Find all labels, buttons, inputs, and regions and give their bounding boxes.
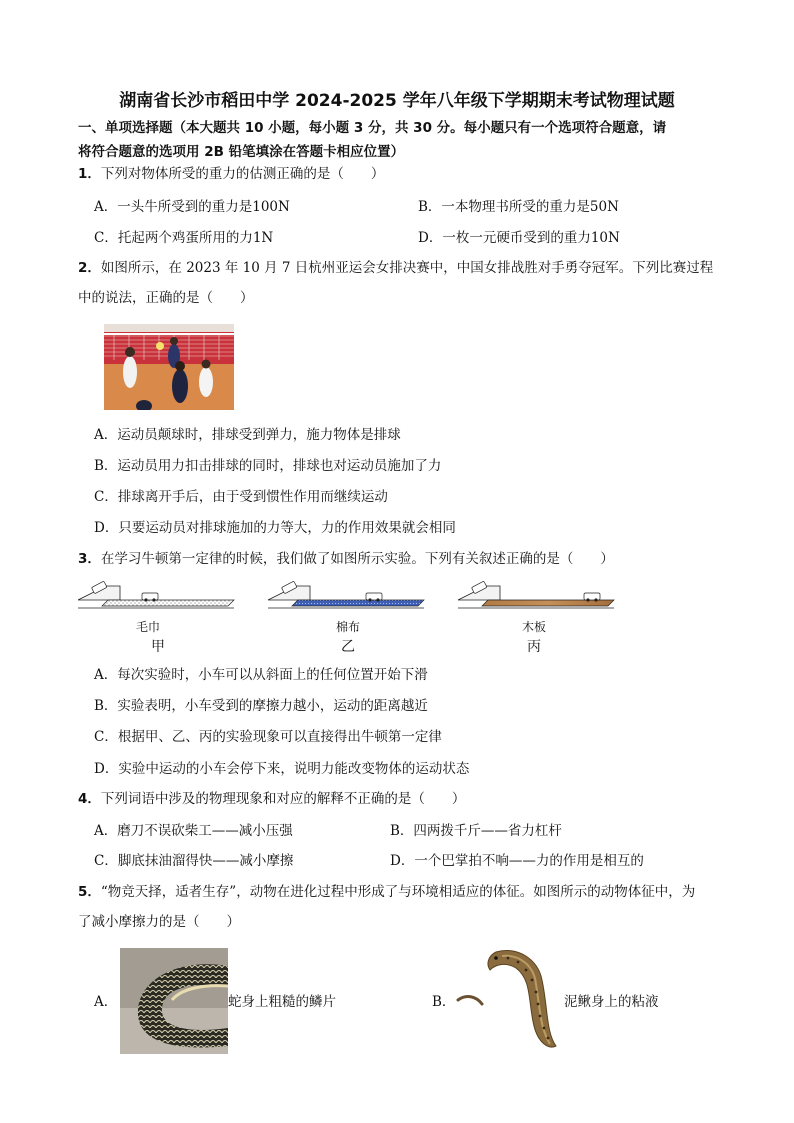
q1-option-b: B．一本物理书所受的重力是50N: [418, 199, 619, 215]
label-cotton: 棉布: [335, 620, 360, 634]
question-stem-line2: 了减小摩擦力的是（ ）: [78, 914, 240, 930]
setup-wood: [458, 581, 614, 608]
q5-option-b: B．: [432, 994, 456, 1010]
q2-option-b: B．运动员用力扣击排球的同时，排球也对运动员施加了力: [94, 458, 442, 474]
q5-option-a: A．: [94, 994, 118, 1010]
question-stem-line2: 中的说法，正确的是（ ）: [78, 290, 254, 306]
section-heading-line2: 将符合题意的选项用 2B 铅笔填涂在答题卡相应位置）: [78, 144, 405, 160]
q4-option-b: B．四两拨千斤——省力杠杆: [390, 823, 562, 839]
question-5: [78, 877, 768, 937]
q3-option-c: C．根据甲、乙、丙的实验现象可以直接得出牛顿第一定律: [94, 729, 442, 745]
question-number: 4．: [78, 791, 101, 807]
incline-experiment-figure: [78, 578, 618, 620]
question-3: [78, 544, 768, 574]
label-wood: 木板: [521, 620, 546, 634]
q2-option-a: A．运动员颠球时，排球受到弹力，施力物体是排球: [94, 427, 401, 443]
label-yi: 乙: [341, 639, 355, 655]
q1-option-a: A．一头牛所受到的重力是100N: [94, 199, 290, 215]
setup-towel: [78, 581, 234, 608]
loach-caption: 泥鳅身上的粘液: [564, 994, 659, 1010]
volleyball-photo: [104, 324, 234, 410]
q4-option-c: C．脚底抹油溜得快——减小摩擦: [94, 853, 294, 869]
loach-photo: [456, 946, 564, 1054]
label-towel: 毛巾: [135, 620, 160, 634]
question-number: 5．: [78, 884, 101, 900]
setup-cotton: [268, 581, 424, 608]
snake-caption: 蛇身上粗糙的鳞片: [228, 994, 336, 1010]
q2-option-c: C．排球离开手后，由于受到惯性作用而继续运动: [94, 489, 388, 505]
q1-option-c: C．托起两个鸡蛋所用的力1N: [94, 230, 274, 246]
question-2: [78, 253, 768, 313]
q4-option-d: D．一个巴掌拍不响——力的作用是相互的: [390, 853, 644, 869]
q3-option-a: A．每次实验时，小车可以从斜面上的任何位置开始下滑: [94, 667, 428, 683]
question-number: 1．: [78, 166, 101, 182]
question-stem: 在学习牛顿第一定律的时候，我们做了如图所示实验。下列有关叙述正确的是（ ）: [100, 551, 614, 567]
label-bing: 丙: [527, 639, 541, 655]
section-heading-line1: 一、单项选择题（本大题共 10 小题，每小题 3 分，共 30 分。每小题只有一个选项符合题意，请: [78, 120, 667, 136]
q3-option-b: B．实验表明，小车受到的摩擦力越小，运动的距离越近: [94, 698, 428, 714]
question-4: [78, 784, 768, 814]
label-jia: 甲: [151, 639, 165, 655]
question-stem-line1: 如图所示，在 2023 年 10 月 7 日杭州亚运会女排决赛中，中国女排战胜对手勇夺冠军。下列比赛过程: [100, 260, 714, 276]
q2-option-d: D．只要运动员对排球施加的力等大，力的作用效果就会相同: [94, 520, 456, 536]
question-stem-line1: “物竞天择，适者生存”，动物在进化过程中形成了与环境相适应的体征。如图所示的动物体征中，为: [100, 884, 696, 900]
question-stem: 下列词语中涉及的物理现象和对应的解释不正确的是（ ）: [100, 791, 466, 807]
question-number: 2．: [78, 260, 101, 276]
section-heading: [78, 116, 778, 164]
snake-photo: [120, 948, 228, 1054]
question-stem: 下列对物体所受的重力的估测正确的是（ ）: [100, 166, 385, 182]
q1-option-d: D．一枚一元硬币受到的重力10N: [418, 230, 620, 246]
q3-option-d: D．实验中运动的小车会停下来，说明力能改变物体的运动状态: [94, 761, 470, 777]
question-1: [78, 159, 768, 189]
q4-option-a: A．磨刀不误砍柴工——减小压强: [94, 823, 293, 839]
page-title: 湖南省长沙市稻田中学 2024-2025 学年八年级下学期期末考试物理试题: [119, 91, 675, 111]
question-number: 3．: [78, 551, 101, 567]
